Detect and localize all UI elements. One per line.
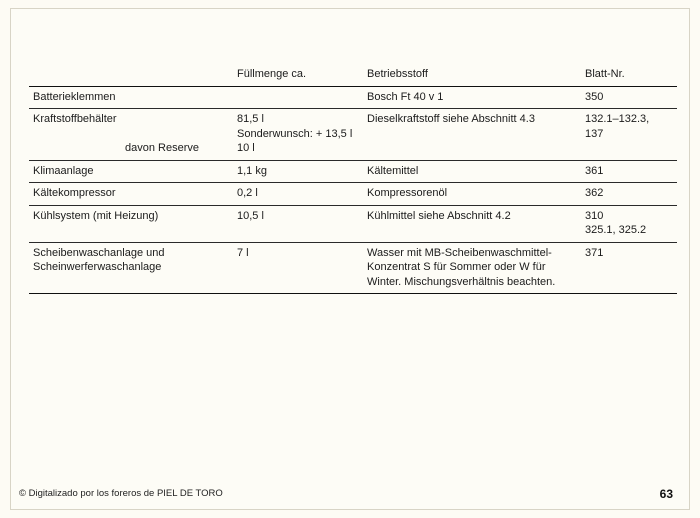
cell-component: Kältekompressor xyxy=(29,183,233,206)
footer-credit: © Digitalizado por los foreros de PIEL DE TORO xyxy=(19,488,223,499)
table-body xyxy=(29,86,677,294)
operating-fluids-table xyxy=(29,64,677,294)
page-number: 63 xyxy=(659,487,673,501)
cell-sheet: 350 xyxy=(581,86,677,109)
cell-substance: Kühlmittel siehe Abschnitt 4.2 xyxy=(363,205,581,242)
cell-component: Batterieklemmen xyxy=(29,86,233,109)
cell-sheet: 362 xyxy=(581,183,677,206)
table-row xyxy=(29,183,677,206)
page-sheet xyxy=(10,8,690,510)
spec-table-container xyxy=(29,64,677,294)
column-header-component xyxy=(29,64,233,86)
table-header xyxy=(29,64,677,86)
cell-capacity: 0,2 l xyxy=(233,183,363,206)
cell-capacity: 10,5 l xyxy=(233,205,363,242)
cell-component: Kühlsystem (mit Heizung) xyxy=(29,205,233,242)
cell-capacity: 1,1 kg xyxy=(233,160,363,183)
table-header-row xyxy=(29,64,677,86)
column-header-sheet: Blatt-Nr. xyxy=(581,64,677,86)
cell-substance: Wasser mit MB-Scheibenwaschmittel- Konzentrat S für Sommer oder W für Winter. Mischungsverhältnis beachten. xyxy=(363,242,581,294)
column-header-substance: Betriebsstoff xyxy=(363,64,581,86)
cell-sheet: 361 xyxy=(581,160,677,183)
cell-substance: Kompressorenöl xyxy=(363,183,581,206)
cell-component: Klimaanlage xyxy=(29,160,233,183)
cell-sheet: 132.1–132.3, 137 xyxy=(581,109,677,161)
table-row xyxy=(29,109,677,161)
cell-substance: Bosch Ft 40 v 1 xyxy=(363,86,581,109)
cell-component: Scheibenwaschanlage und Scheinwerferwaschanlage xyxy=(29,242,233,294)
cell-capacity: 7 l xyxy=(233,242,363,294)
table-row xyxy=(29,160,677,183)
table-row xyxy=(29,242,677,294)
column-header-capacity: Füllmenge ca. xyxy=(233,64,363,86)
cell-capacity xyxy=(233,86,363,109)
cell-component-reserve: davon Reserve xyxy=(125,142,199,155)
cell-component: Kraftstoffbehälter davon Reserve xyxy=(29,109,233,161)
cell-substance: Dieselkraftstoff siehe Abschnitt 4.3 xyxy=(363,109,581,161)
cell-sheet: 371 xyxy=(581,242,677,294)
cell-capacity: 81,5 l Sonderwunsch: + 13,5 l 10 l xyxy=(233,109,363,161)
cell-substance: Kältemittel xyxy=(363,160,581,183)
table-row xyxy=(29,205,677,242)
cell-sheet: 310 325.1, 325.2 xyxy=(581,205,677,242)
table-row xyxy=(29,86,677,109)
